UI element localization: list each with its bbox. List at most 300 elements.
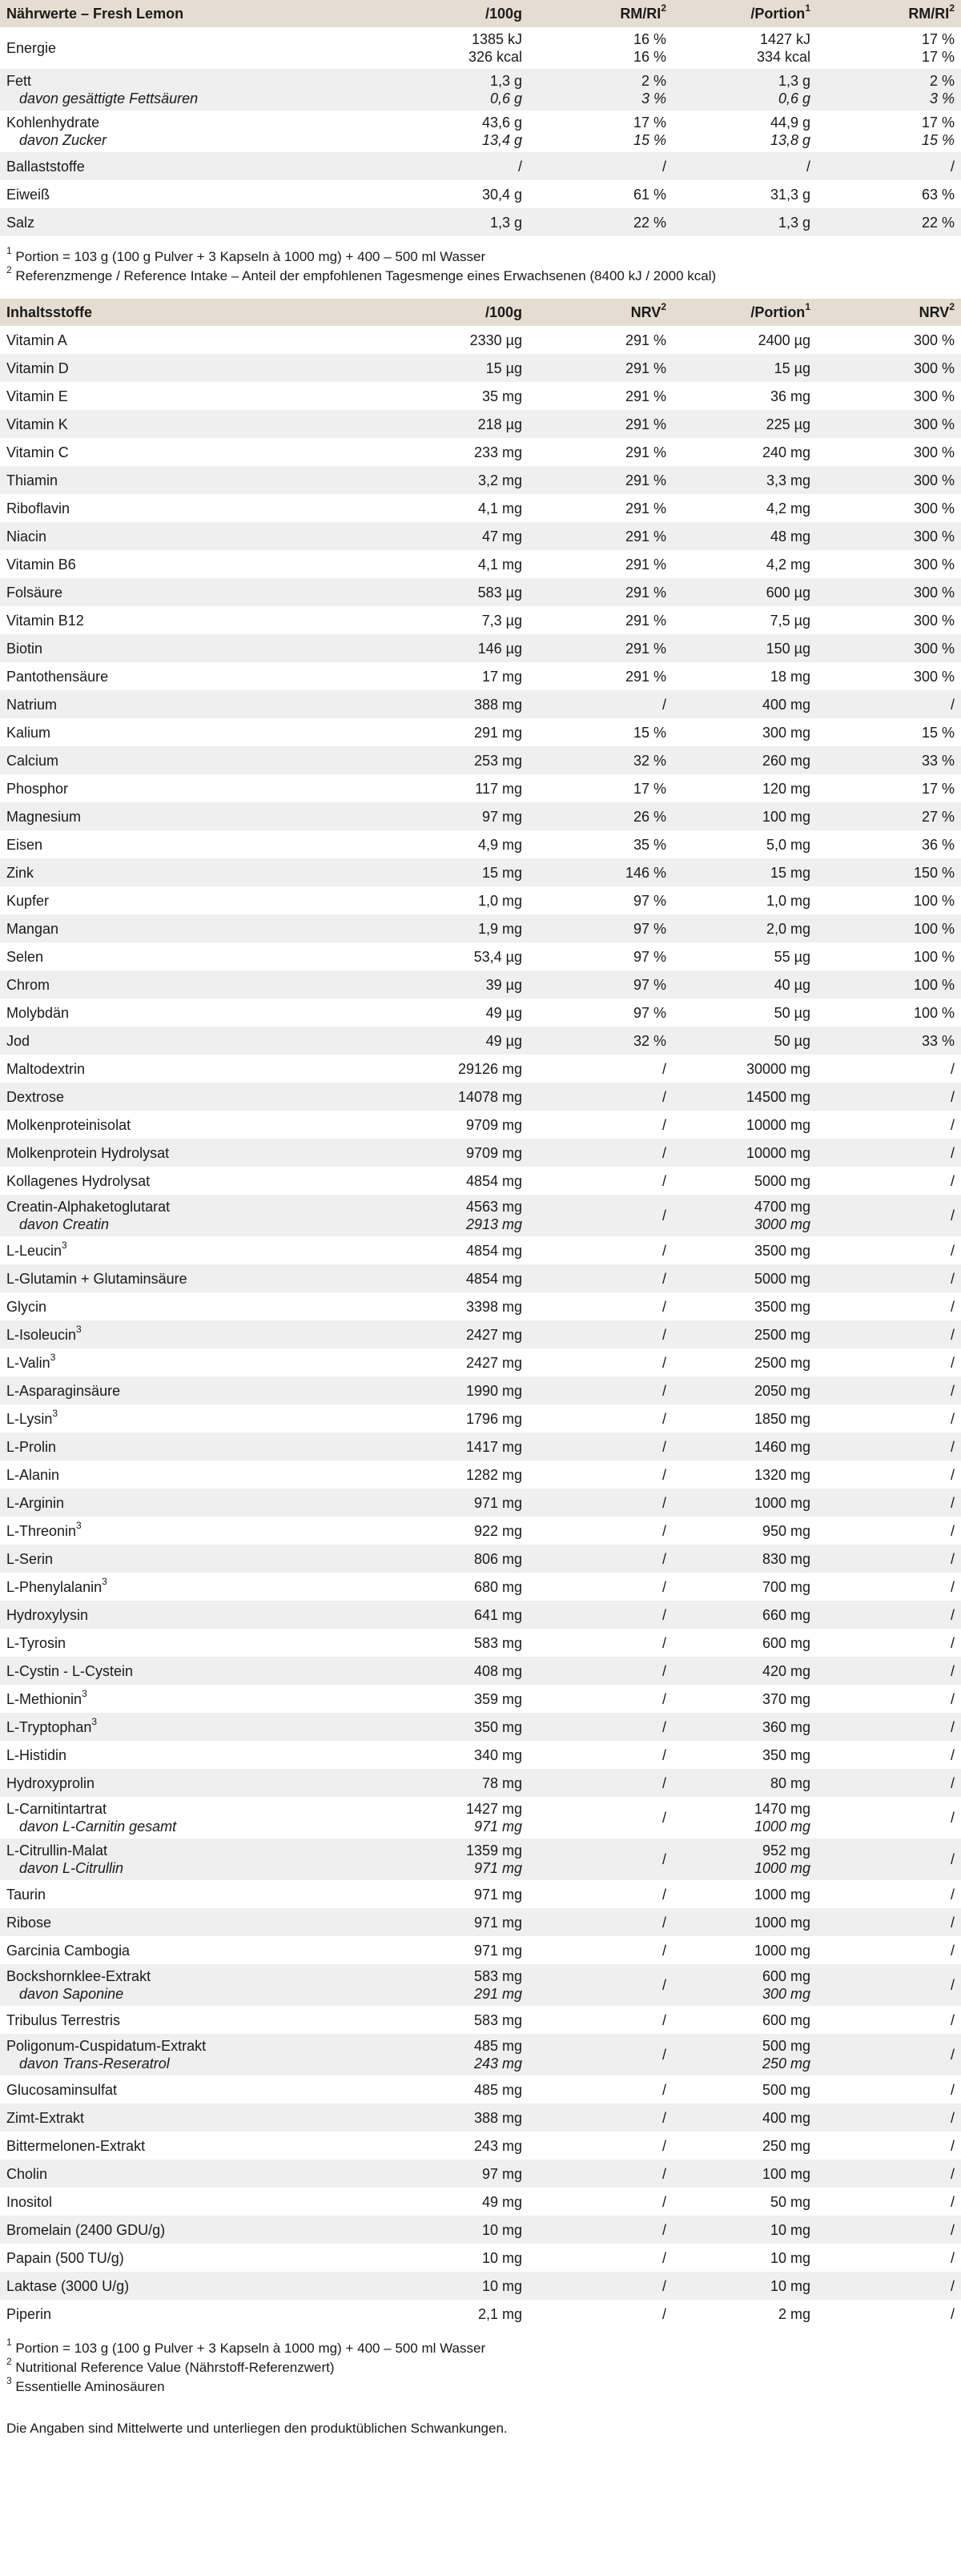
row-name bbox=[0, 1236, 368, 1264]
row-nrv100 bbox=[529, 606, 673, 634]
cell-value: 47 mg bbox=[481, 528, 522, 545]
row-per100 bbox=[368, 971, 529, 999]
cell-sub-value: 300 mg bbox=[762, 1986, 810, 2002]
row-per100 bbox=[368, 1461, 529, 1489]
row-perportion bbox=[673, 999, 817, 1027]
row-name bbox=[0, 606, 368, 634]
row-name bbox=[0, 718, 368, 746]
row-name bbox=[0, 2188, 368, 2216]
cell-value: / bbox=[661, 1466, 666, 1483]
row-per100 bbox=[368, 2132, 529, 2160]
cell-value: / bbox=[661, 1690, 666, 1707]
cell-value: / bbox=[950, 1298, 955, 1315]
cell-value: 22 % bbox=[921, 214, 955, 231]
row-name bbox=[0, 914, 368, 942]
cell-value: 100 % bbox=[913, 1004, 955, 1021]
cell-value: 49 µg bbox=[485, 1004, 522, 1021]
row-per100 bbox=[368, 914, 529, 942]
row-perportion bbox=[673, 2132, 817, 2160]
row-per100 bbox=[368, 2006, 529, 2034]
table-row bbox=[0, 1685, 961, 1713]
row-label: Zimt-Extrakt bbox=[6, 2109, 84, 2126]
row-sub-label: davon L-Citrullin bbox=[19, 1860, 124, 1876]
row-per100 bbox=[368, 1839, 529, 1880]
cell-value: 30,4 g bbox=[481, 186, 522, 203]
cell-value: / bbox=[661, 2011, 666, 2028]
cell-value: / bbox=[661, 1494, 666, 1511]
cell-value: / bbox=[661, 1208, 666, 1224]
row-ri100 bbox=[529, 208, 673, 236]
cell-value: 26 % bbox=[633, 808, 666, 825]
table-row bbox=[0, 746, 961, 774]
row-nrvportion bbox=[817, 2006, 961, 2034]
row-label: Cholin bbox=[6, 2165, 48, 2182]
cell-value: 291 % bbox=[625, 472, 666, 488]
cell-value: / bbox=[661, 1886, 666, 1903]
row-perportion bbox=[673, 662, 817, 690]
row-nrvportion bbox=[817, 1657, 961, 1685]
row-name bbox=[0, 1348, 368, 1376]
cell-value: 63 % bbox=[921, 186, 955, 203]
row-per100 bbox=[368, 999, 529, 1027]
row-name bbox=[0, 1545, 368, 1573]
row-label: Eiweiß bbox=[6, 186, 50, 203]
row-perportion bbox=[673, 2034, 817, 2076]
table-row bbox=[0, 578, 961, 606]
row-name bbox=[0, 774, 368, 802]
row-perportion bbox=[673, 774, 817, 802]
table-row bbox=[0, 208, 961, 236]
row-nrvportion bbox=[817, 1433, 961, 1461]
table-row bbox=[0, 1797, 961, 1839]
row-nrvportion bbox=[817, 1545, 961, 1573]
table-row bbox=[0, 382, 961, 410]
table-row bbox=[0, 2132, 961, 2160]
row-label: Natrium bbox=[6, 696, 58, 713]
row-label: L-Tyrosin bbox=[6, 1634, 66, 1651]
row-name bbox=[0, 466, 368, 494]
table-row bbox=[0, 1657, 961, 1685]
row-label: L-Histidin bbox=[6, 1746, 67, 1763]
row-nrv100 bbox=[529, 550, 673, 578]
row-nrvportion bbox=[817, 1236, 961, 1264]
row-label: L-Glutamin + Glutaminsäure bbox=[6, 1270, 187, 1287]
row-name bbox=[0, 27, 368, 69]
footnote-marker: 3 bbox=[50, 1351, 56, 1363]
cell-value: 43,6 g bbox=[481, 115, 522, 131]
row-nrvportion bbox=[817, 382, 961, 410]
cell-value: 4,1 mg bbox=[477, 556, 522, 573]
row-label: Hydroxylysin bbox=[6, 1606, 89, 1623]
row-label: Creatin-Alphaketoglutarat bbox=[6, 1199, 171, 1215]
row-nrvportion bbox=[817, 718, 961, 746]
cell-value: 700 mg bbox=[762, 1578, 810, 1595]
row-per100 bbox=[368, 606, 529, 634]
row-name bbox=[0, 1195, 368, 1236]
table-row bbox=[0, 2272, 961, 2300]
cell-value: 1282 mg bbox=[465, 1466, 522, 1483]
cell-value: / bbox=[950, 1606, 955, 1623]
row-nrv100 bbox=[529, 1111, 673, 1139]
row-label: Eisen bbox=[6, 836, 43, 853]
footnote-marker: 3 bbox=[76, 1323, 82, 1335]
cell-value: 350 mg bbox=[473, 1718, 522, 1735]
row-nrv100 bbox=[529, 914, 673, 942]
cell-value: 2,0 mg bbox=[766, 920, 810, 937]
cell-value: 291 % bbox=[625, 528, 666, 545]
cell-value: / bbox=[950, 2081, 955, 2098]
cell-value: 300 % bbox=[913, 528, 955, 545]
row-label: L-Alanin bbox=[6, 1466, 60, 1483]
table-row bbox=[0, 999, 961, 1027]
row-nrv100 bbox=[529, 438, 673, 466]
row-per100 bbox=[368, 27, 529, 69]
cell-value: 291 % bbox=[625, 388, 666, 404]
row-per100 bbox=[368, 438, 529, 466]
row-nrvportion bbox=[817, 1461, 961, 1489]
row-perportion bbox=[673, 438, 817, 466]
row-nrv100 bbox=[529, 2216, 673, 2244]
row-nrvportion bbox=[817, 2216, 961, 2244]
row-nrvportion bbox=[817, 2272, 961, 2300]
cell-value: 17 % bbox=[633, 115, 666, 131]
row-label: Garcinia Cambogia bbox=[6, 1942, 131, 1959]
cell-value: / bbox=[950, 1088, 955, 1105]
row-nrv100 bbox=[529, 1055, 673, 1083]
row-riportion bbox=[817, 69, 961, 111]
row-perportion bbox=[673, 326, 817, 354]
row-per100 bbox=[368, 1348, 529, 1376]
row-riportion bbox=[817, 180, 961, 208]
cell-value: 218 µg bbox=[477, 416, 522, 432]
row-riportion bbox=[817, 111, 961, 152]
cell-value: 420 mg bbox=[762, 1662, 810, 1679]
row-name bbox=[0, 2244, 368, 2272]
cell-value: / bbox=[950, 1354, 955, 1371]
cell-value: 250 mg bbox=[762, 2137, 810, 2154]
row-label: Phosphor bbox=[6, 780, 69, 797]
row-perportion bbox=[673, 550, 817, 578]
row-nrvportion bbox=[817, 1880, 961, 1908]
row-per100 bbox=[368, 522, 529, 550]
row-label: L-Asparaginsäure bbox=[6, 1382, 121, 1399]
cell-value: 17 % bbox=[921, 31, 955, 47]
row-name bbox=[0, 1083, 368, 1111]
table-row bbox=[0, 1405, 961, 1433]
cell-value: 2 mg bbox=[778, 2305, 810, 2322]
row-nrvportion bbox=[817, 2188, 961, 2216]
cell-value: 97 % bbox=[633, 976, 666, 993]
cell-value: 340 mg bbox=[473, 1746, 522, 1763]
nutrition-header-per100: /100g bbox=[368, 0, 529, 27]
row-label: Bromelain (2400 GDU/g) bbox=[6, 2221, 166, 2238]
cell-value: / bbox=[950, 2193, 955, 2210]
row-perportion bbox=[673, 914, 817, 942]
row-nrvportion bbox=[817, 1741, 961, 1769]
cell-value: 1,3 g bbox=[489, 73, 522, 89]
row-nrv100 bbox=[529, 886, 673, 914]
row-perportion bbox=[673, 1320, 817, 1348]
row-label: L-Methionin bbox=[6, 1690, 82, 1707]
row-perportion bbox=[673, 1489, 817, 1517]
cell-value: 5000 mg bbox=[754, 1270, 810, 1287]
row-label: L-Prolin bbox=[6, 1438, 57, 1455]
row-name bbox=[0, 1964, 368, 2006]
cell-value: 660 mg bbox=[762, 1606, 810, 1623]
row-perportion bbox=[673, 2300, 817, 2328]
row-label: Vitamin C bbox=[6, 444, 69, 460]
row-label: L-Cystin - L-Cystein bbox=[6, 1662, 134, 1679]
cell-value: 2 % bbox=[929, 73, 955, 89]
row-nrvportion bbox=[817, 1936, 961, 1964]
cell-value: 300 % bbox=[913, 668, 955, 685]
row-nrvportion bbox=[817, 2160, 961, 2188]
cell-value: / bbox=[661, 2277, 666, 2294]
row-per100 bbox=[368, 1376, 529, 1405]
cell-value: / bbox=[950, 1116, 955, 1133]
cell-value: 1460 mg bbox=[754, 1438, 810, 1455]
row-perportion bbox=[673, 1111, 817, 1139]
cell-value: / bbox=[517, 158, 522, 175]
row-perportion bbox=[673, 606, 817, 634]
row-name bbox=[0, 1713, 368, 1741]
row-nrv100 bbox=[529, 746, 673, 774]
row-name bbox=[0, 1292, 368, 1320]
cell-value: 80 mg bbox=[770, 1774, 810, 1791]
cell-value: 100 mg bbox=[762, 2165, 810, 2182]
row-label: L-Tryptophan bbox=[6, 1718, 92, 1735]
row-nrvportion bbox=[817, 886, 961, 914]
cell-value: / bbox=[661, 1606, 666, 1623]
cell-value: 806 mg bbox=[473, 1550, 522, 1567]
cell-sub-value: 16 % bbox=[633, 49, 666, 65]
row-per100 bbox=[368, 886, 529, 914]
cell-sub-value: 971 mg bbox=[473, 1860, 522, 1876]
row-nrv100 bbox=[529, 1139, 673, 1167]
row-per100 bbox=[368, 1908, 529, 1936]
cell-value: 7,3 µg bbox=[481, 612, 522, 629]
cell-value: 2,1 mg bbox=[477, 2305, 522, 2322]
row-perportion bbox=[673, 971, 817, 999]
row-name bbox=[0, 208, 368, 236]
table-row bbox=[0, 180, 961, 208]
cell-value: 243 mg bbox=[473, 2137, 522, 2154]
row-per100 bbox=[368, 1055, 529, 1083]
row-perportion bbox=[673, 2160, 817, 2188]
cell-sub-value: 15 % bbox=[633, 132, 666, 148]
cell-value: 583 µg bbox=[477, 584, 522, 601]
cell-value: 225 µg bbox=[766, 416, 810, 432]
row-nrv100 bbox=[529, 2244, 673, 2272]
row-label: Vitamin A bbox=[6, 332, 67, 348]
row-per100 bbox=[368, 2160, 529, 2188]
cell-value: 4854 mg bbox=[465, 1242, 522, 1259]
row-nrv100 bbox=[529, 1936, 673, 1964]
row-nrvportion bbox=[817, 2104, 961, 2132]
row-name bbox=[0, 1433, 368, 1461]
cell-value: / bbox=[661, 2193, 666, 2210]
cell-value: / bbox=[950, 2277, 955, 2294]
row-perportion bbox=[673, 1348, 817, 1376]
row-nrv100 bbox=[529, 1517, 673, 1545]
cell-value: 50 µg bbox=[774, 1004, 810, 1021]
row-label: Glycin bbox=[6, 1298, 47, 1315]
table-row bbox=[0, 1517, 961, 1545]
row-nrvportion bbox=[817, 1320, 961, 1348]
cell-value: 600 mg bbox=[762, 1634, 810, 1651]
row-nrvportion bbox=[817, 2244, 961, 2272]
cell-sub-value: 291 mg bbox=[473, 1986, 522, 2002]
table-row bbox=[0, 1433, 961, 1461]
cell-value: 32 % bbox=[633, 1032, 666, 1049]
footnote: $^1$ Portion = 103 g (100 g Pulver + 3 Kapseln à 1000 mg) + 400 – 500 ml Wasser bbox=[6, 2337, 486, 2356]
cell-value: 1000 mg bbox=[754, 1494, 810, 1511]
row-per100 bbox=[368, 382, 529, 410]
row-nrvportion bbox=[817, 1167, 961, 1195]
row-nrv100 bbox=[529, 1461, 673, 1489]
row-name bbox=[0, 830, 368, 858]
table-row bbox=[0, 1139, 961, 1167]
cell-value: 300 % bbox=[913, 556, 955, 573]
cell-value: 50 µg bbox=[774, 1032, 810, 1049]
cell-value: 388 mg bbox=[473, 696, 522, 713]
cell-value: 3500 mg bbox=[754, 1242, 810, 1259]
table-row bbox=[0, 438, 961, 466]
row-per100 bbox=[368, 2104, 529, 2132]
table-row bbox=[0, 1908, 961, 1936]
row-nrvportion bbox=[817, 1713, 961, 1741]
cell-value: 291 % bbox=[625, 360, 666, 376]
table-row bbox=[0, 1629, 961, 1657]
cell-sub-value: 13,8 g bbox=[770, 132, 810, 148]
cell-value: 583 mg bbox=[473, 2011, 522, 2028]
row-per100 bbox=[368, 69, 529, 111]
row-nrvportion bbox=[817, 1517, 961, 1545]
cell-value: 4700 mg bbox=[754, 1199, 810, 1215]
row-per100 bbox=[368, 1964, 529, 2006]
row-perportion bbox=[673, 634, 817, 662]
row-label: Papain (500 TU/g) bbox=[6, 2249, 124, 2266]
cell-value: 4854 mg bbox=[465, 1172, 522, 1189]
cell-value: 10000 mg bbox=[746, 1116, 810, 1133]
row-nrv100 bbox=[529, 2104, 673, 2132]
table-row bbox=[0, 690, 961, 718]
row-perportion bbox=[673, 466, 817, 494]
cell-value: 97 % bbox=[633, 920, 666, 937]
row-per100 bbox=[368, 111, 529, 152]
cell-value: / bbox=[661, 1116, 666, 1133]
row-name bbox=[0, 1027, 368, 1055]
cell-value: / bbox=[950, 2047, 955, 2063]
cell-value: 15 µg bbox=[485, 360, 522, 376]
row-perportion bbox=[673, 354, 817, 382]
cell-value: 583 mg bbox=[473, 1968, 522, 1984]
ingredients-header-nrv100: NRV$^2$ bbox=[529, 299, 673, 326]
table-row bbox=[0, 1083, 961, 1111]
row-label: Molkenprotein Hydrolysat bbox=[6, 1144, 170, 1161]
row-label: Energie bbox=[6, 40, 57, 56]
row-per100 bbox=[368, 1769, 529, 1797]
row-perportion bbox=[673, 2216, 817, 2244]
row-nrv100 bbox=[529, 494, 673, 522]
row-nrv100 bbox=[529, 1489, 673, 1517]
cell-value: 35 % bbox=[633, 836, 666, 853]
row-nrvportion bbox=[817, 1629, 961, 1657]
cell-value: 4,2 mg bbox=[766, 556, 810, 573]
cell-value: 1427 kJ bbox=[759, 31, 810, 47]
table-row bbox=[0, 550, 961, 578]
cell-value: 27 % bbox=[921, 808, 955, 825]
table-row bbox=[0, 1545, 961, 1573]
row-perportion bbox=[673, 1517, 817, 1545]
row-sub-label: davon Creatin bbox=[19, 1216, 110, 1232]
cell-value: 36 % bbox=[921, 836, 955, 853]
cell-sub-value: 0,6 g bbox=[778, 90, 810, 106]
cell-value: 1,9 mg bbox=[477, 920, 522, 937]
footnote: $^1$ Portion = 103 g (100 g Pulver + 3 Kapseln à 1000 mg) + 400 – 500 ml Wasser bbox=[6, 245, 486, 264]
row-label: Bittermelonen-Extrakt bbox=[6, 2137, 146, 2154]
cell-value: 15 % bbox=[921, 724, 955, 741]
cell-value: / bbox=[950, 1977, 955, 1993]
row-label: Thiamin bbox=[6, 472, 58, 488]
footnote-marker: 3 bbox=[91, 1715, 98, 1727]
row-nrvportion bbox=[817, 1195, 961, 1236]
table-row bbox=[0, 2006, 961, 2034]
row-name bbox=[0, 1167, 368, 1195]
cell-value: / bbox=[661, 2081, 666, 2098]
table-row bbox=[0, 886, 961, 914]
row-per100 bbox=[368, 830, 529, 858]
row-nrvportion bbox=[817, 858, 961, 886]
cell-value: 253 mg bbox=[473, 752, 522, 769]
row-nrv100 bbox=[529, 410, 673, 438]
row-nrv100 bbox=[529, 1545, 673, 1573]
cell-value: / bbox=[950, 1494, 955, 1511]
row-label: Calcium bbox=[6, 752, 59, 769]
cell-value: 14078 mg bbox=[457, 1088, 522, 1105]
row-perportion bbox=[673, 1236, 817, 1264]
footnote-marker: 3 bbox=[52, 1407, 58, 1419]
row-perportion bbox=[673, 2272, 817, 2300]
row-nrv100 bbox=[529, 1433, 673, 1461]
row-riportion bbox=[817, 152, 961, 180]
row-name bbox=[0, 1055, 368, 1083]
row-nrvportion bbox=[817, 1797, 961, 1839]
cell-value: 388 mg bbox=[473, 2109, 522, 2126]
row-nrvportion bbox=[817, 466, 961, 494]
ingredients-header-perportion: /Portion$^1$ bbox=[673, 299, 817, 326]
row-nrv100 bbox=[529, 2006, 673, 2034]
cell-value: / bbox=[950, 2249, 955, 2266]
row-nrv100 bbox=[529, 858, 673, 886]
cell-sub-value: 971 mg bbox=[473, 1818, 522, 1835]
cell-value: 17 % bbox=[921, 780, 955, 797]
row-label: Kalium bbox=[6, 724, 51, 741]
row-nrv100 bbox=[529, 1236, 673, 1264]
cell-value: / bbox=[950, 2011, 955, 2028]
row-riportion bbox=[817, 27, 961, 69]
row-label: Molybdän bbox=[6, 1004, 70, 1021]
row-sub-label: davon Zucker bbox=[19, 132, 107, 148]
row-perportion bbox=[673, 1601, 817, 1629]
row-per100 bbox=[368, 326, 529, 354]
row-per100 bbox=[368, 2034, 529, 2076]
cell-value: / bbox=[950, 2137, 955, 2154]
row-nrvportion bbox=[817, 942, 961, 971]
cell-value: 291 % bbox=[625, 332, 666, 348]
row-ri100 bbox=[529, 111, 673, 152]
row-label: Folsäure bbox=[6, 584, 63, 601]
